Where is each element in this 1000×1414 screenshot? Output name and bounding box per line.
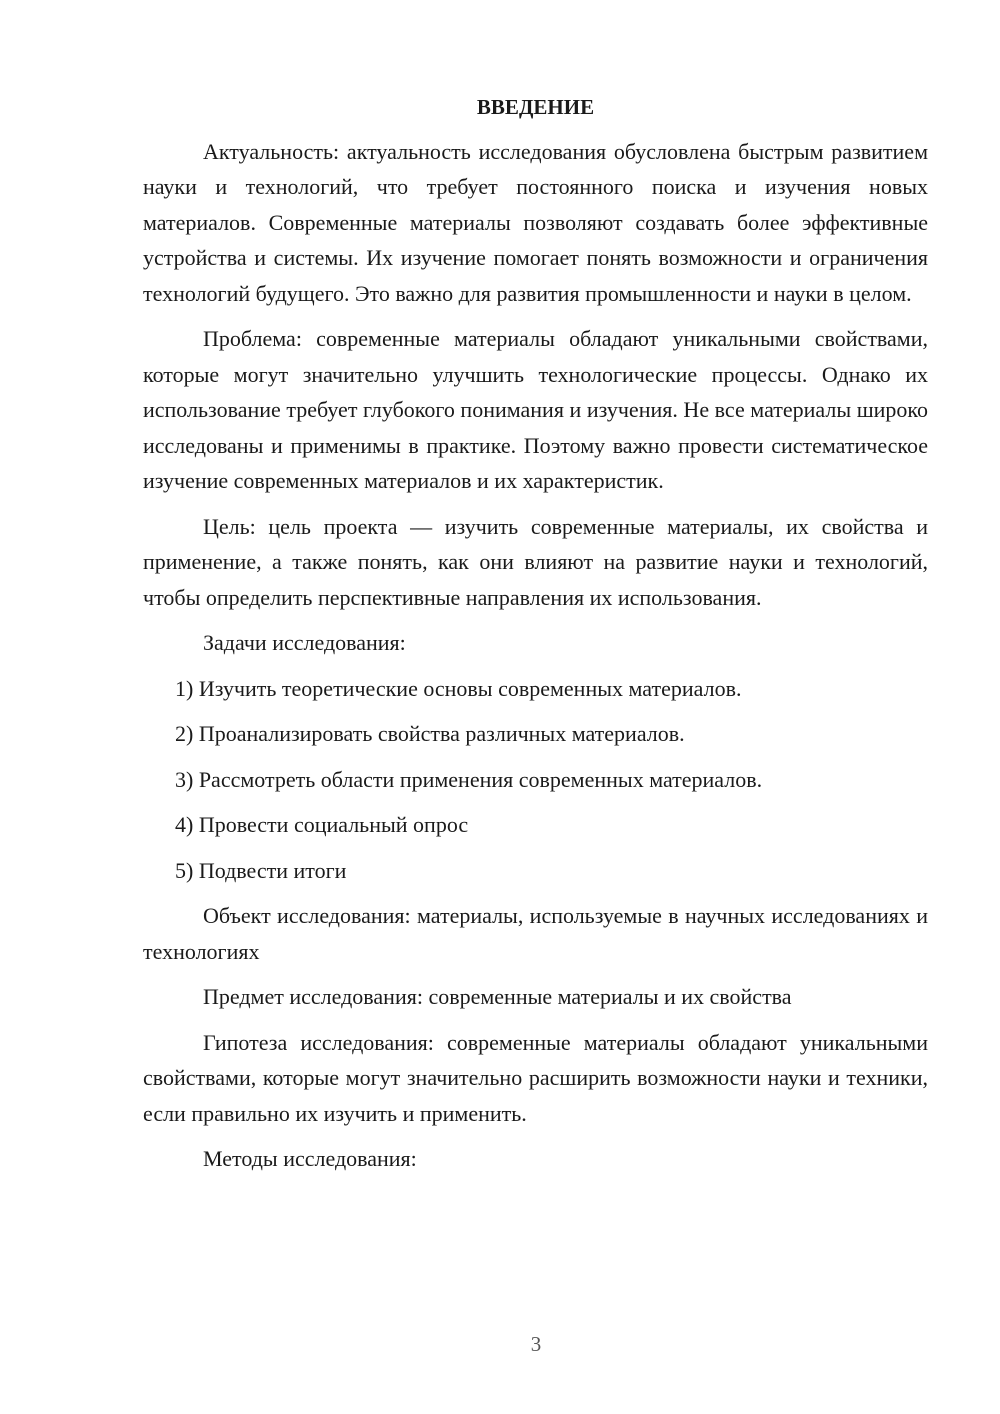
list-item: 4) Провести социальный опрос: [175, 812, 469, 837]
list-item: 5) Подвести итоги: [175, 857, 347, 883]
hypothesis-paragraph: Гипотеза исследования: современные материалы обладают уникальными свойствами, которые могут значительно расширить возможности науки и техники, если правильно их изучить и применить.: [143, 1029, 928, 1126]
object-paragraph: Объект исследования: материалы, используемые в научных исследованиях и технологиях: [143, 903, 928, 964]
tasks-list: [143, 671, 928, 889]
document-page: [143, 90, 928, 1187]
section-title: ВВЕДЕНИЕ: [476, 95, 595, 119]
list-item: 1) Изучить теоретические основы современных материалов.: [175, 675, 742, 701]
list-item: 2) Проанализировать свойства различных материалов.: [175, 721, 685, 746]
subject-paragraph: Предмет исследования: современные материалы и их свойства: [203, 984, 792, 1009]
tasks-heading: Задачи исследования:: [203, 630, 406, 655]
relevance-paragraph: Актуальность: актуальность исследования обусловлена быстрым развитием науки и технологий, что требует постоянного поиска и изучения новых материалов. Современные материалы позволяют создавать более эффективные устройства и системы. Их изучение помогает понять возможности и ограничения технологий будущего. Это важно для развития промышленности и науки в целом.: [143, 138, 928, 306]
goal-paragraph: Цель: цель проекта — изучить современные материалы, их свойства и применение, а также понять, как они влияют на развитие науки и технологий, чтобы определить перспективные направления их использования.: [143, 513, 928, 610]
page-number: 3: [530, 1332, 542, 1356]
list-item: 3) Рассмотреть области применения современных материалов.: [175, 766, 763, 792]
problem-paragraph: Проблема: современные материалы обладают уникальными свойствами, которые могут значительно улучшить технологические процессы. Однако их использование требует глубокого понимания и изучения. Не все материалы широко исследованы и применимы в практике. Поэтому важно провести систематическое изучение современных материалов и их характеристик.: [143, 326, 928, 493]
methods-heading: Методы исследования:: [203, 1146, 417, 1171]
